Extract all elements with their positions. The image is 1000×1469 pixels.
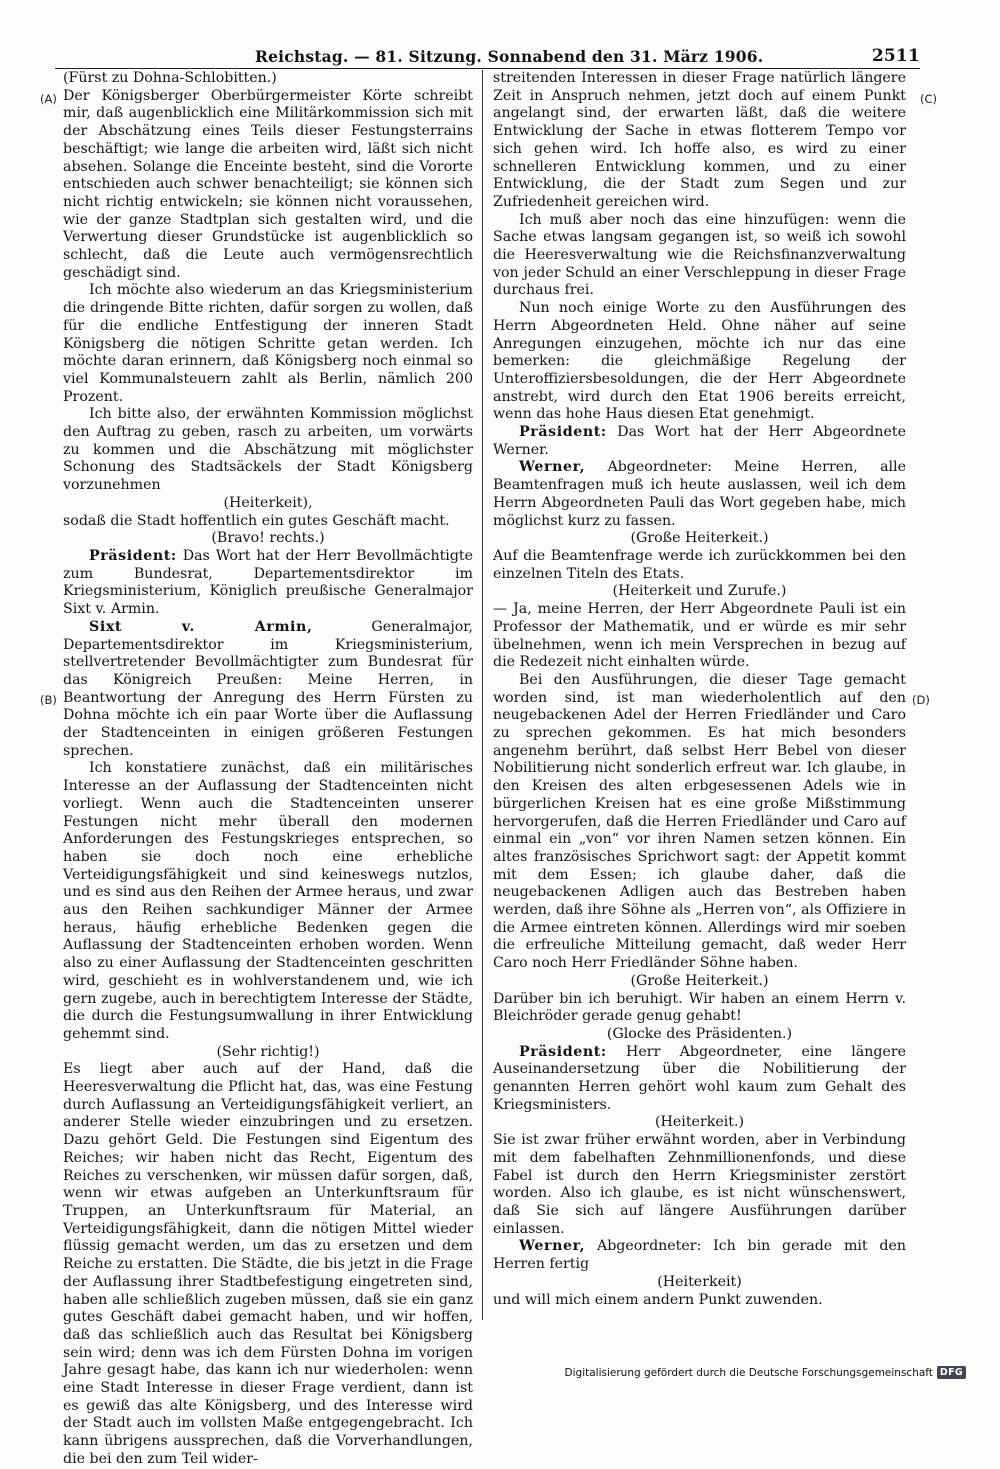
margin-mark-c: (C): [920, 92, 938, 106]
speech-text: Das Wort hat der Herr Bevollmächtigte zum Bundesrat, Departementsdirektor im Kriegsministerium, Königlich preußische Generalmajor Sixt v. Armin.: [63, 547, 473, 618]
margin-mark-b: (B): [40, 693, 57, 707]
speech-text: Abgeordneter: Ich bin gerade mit den Herren fertig: [493, 1238, 906, 1273]
speaker-name: Präsident:: [89, 547, 177, 564]
paragraph: Darüber bin ich beruhigt. Wir haben an einem Herrn v. Bleichröder gerade genug gehabt!: [493, 990, 906, 1025]
interjection: (Bravo! rechts.): [211, 530, 325, 547]
margin-mark-a: (A): [40, 92, 57, 106]
paragraph: Ich möchte also wiederum an das Kriegsministerium die dringende Bitte richten, dafür sorgen zu wollen, daß für die endliche Entfestigung der inneren Stadt Königsberg die nötigen Schritte getan werden. Ich möchte daran erinnern, daß Königsberg noch einmal so viel Kommunalsteuern zahlt als Berlin, nämlich 200 Prozent.: [63, 282, 473, 405]
speaker-name: Werner,: [519, 459, 586, 476]
speech-turn: [493, 1044, 906, 1115]
footer-text: Digitalisierung gefördert durch die Deutsche Forschungsgemeinschaft: [564, 1366, 933, 1379]
paragraph: Bei den Ausführungen, die dieser Tage gemacht worden sind, ist man wiederholentlich auf den neugebackenen Adel der Herren Friedländer und Caro zu sprechen gekommen. Es hat mich besonders angenehm berührt, daß selbst Herr Bebel von dieser Nobilitierung nicht sonderlich erfreut war. Ich glaube, in den Kreisen des alten erbgesessenen Adels wie in bürgerlichen Kreisen hat es eine große Mißstimmung hervorgerufen, daß die Herren Friedländer und Caro auf einmal ein „von“ vor ihren Namen setzen können. Ein altes französisches Sprichwort sagt: der Appetit kommt mit dem Essen; ich glaube daher, daß die neugebackenen Adligen auch das Bestreben haben werden, daß ihre Söhne als „Herren von“, als Offiziere in die Armee eintreten können. Allerdings wird mir soeben die erfreuliche Mitteilung gemacht, daß weder Herr Caro noch Herr Friedländer Söhne haben.: [493, 671, 906, 972]
interjection: (Sehr richtig!): [216, 1043, 320, 1060]
speaker-attribution: (Fürst zu Dohna-Schlobitten.): [63, 70, 277, 86]
right-column: [493, 70, 906, 1309]
page-number: 2511: [871, 46, 920, 66]
speech-turn: [493, 424, 906, 459]
speech-text: Das Wort hat der Herr Abgeordnete Werner.: [493, 424, 906, 458]
speech-turn: [493, 1238, 906, 1273]
paragraph: Der Königsberger Oberbürgermeister Körte schreibt mir, daß augenblicklich eine Militärkommission sich mit der Abschätzung eines Teils dieser Festungsterrains beschäftigt; wie lange die arbeiten wird, läßt sich nicht absehen. Solange die Enceinte besteht, sind die Vororte entschieden auch schwer benachteiligt; sie können sich nicht richtig entwickeln; sie können nicht voraussehen, wie der ganze Stadtplan sich gestalten wird, und die Verwertung dieser Grundstücke ist augenblicklich so schlecht, daß die Leute auch vermögensrechtlich geschädigt sind.: [63, 87, 473, 281]
paragraph: Ich konstatiere zunächst, daß ein militärisches Interesse an der Auflassung der Stadtenceinten nicht vorliegt. Wenn auch die Stadtenceinten unserer Festungen nicht mehr überall den modernen Anforderungen des Festungskrieges entsprechen, so haben sie doch noch eine erhebliche Verteidigungsfähigkeit und sind keineswegs nutzlos, und es sind aus den Reihen der Armee heraus, und zwar aus den Reihen sachkundiger Männer der Armee heraus, häufig erhebliche Bedenken gegen die Auflassung der Stadtenceinten erhoben worden. Wenn also zu einer Auflassung der Stadtenceinten geschritten wird, geschieht es in wohlverstandenem und, wie ich gern zugebe, auch in berechtigtem Interesse der Städte, die durch die Festungsumwallung in ihrer Entwicklung gehemmt sind.: [63, 760, 473, 1042]
speaker-name: Präsident:: [519, 1043, 607, 1060]
paragraph: Nun noch einige Worte zu den Ausführungen des Herrn Abgeordneten Held. Ohne näher auf seine Anregungen einzugehen, möchte ich nur das eine bemerken: die gleichmäßige Regelung der Unteroffiziersbesoldungen, die der Herr Abgeordnete anstrebt, wird durch den Etat 1906 bereits erreicht, wenn das hohe Haus diesen Etat genehmigt.: [493, 300, 906, 423]
speech-text: Abgeordneter: Meine Herren, alle Beamtenfragen muß ich heute auslassen, weil ich dem Herrn Abgeordneten Pauli das Wort gegeben habe, mich möglichst kurz zu fassen.: [493, 459, 906, 529]
speech-turn: [63, 548, 473, 619]
funding-footer: [565, 1366, 966, 1379]
speaker-name: Präsident:: [519, 424, 607, 441]
interjection: (Große Heiterkeit.): [630, 530, 769, 547]
interjection: (Glocke des Präsidenten.): [606, 1025, 793, 1042]
interjection: (Heiterkeit): [657, 1273, 742, 1290]
paragraph: — Ja, meine Herren, der Herr Abgeordnete Pauli ist ein Professor der Mathematik, und er würde es mir sehr übelnehmen, wenn ich mein Versprechen in bezug auf die Redezeit nicht einhalten würde.: [493, 601, 906, 671]
paragraph: Sie ist zwar früher erwähnt worden, aber in Verbindung mit dem fabelhaften Zehnmillionenfonds, und diese Fabel ist durch den Herrn Kriegsminister zerstört worden. Also ich glaube, es ist nicht wünschenswert, daß Sie sich auf längere Ausführungen darüber einlassen.: [493, 1132, 906, 1237]
header-title: Reichstag. — 81. Sitzung. Sonnabend den 31. März 1906.: [255, 47, 764, 66]
speech-text: Generalmajor, Departementsdirektor im Kriegsministerium, stellvertretender Bevollmächtigter zum Bundesrat für das Königreich Preußen: Meine Herren, in Beantwortung der Anregung des Herrn Fürsten zu Dohna möchte ich ein paar Worte über die Auflassung der Stadtenceinten in einigen größeren Festungen sprechen.: [63, 618, 473, 759]
speech-turn: [63, 619, 473, 761]
dfg-logo-icon: DFG: [937, 1366, 966, 1379]
paragraph: sodaß die Stadt hoffentlich ein gutes Geschäft macht.: [63, 512, 450, 529]
column-divider: [482, 70, 483, 1320]
speech-turn: [493, 459, 906, 530]
speech-text: Herr Abgeordneter, eine längere Auseinandersetzung über die Nobilitierung der genannten Herren gehört wohl kaum zum Gehalt des Kriegsministers.: [493, 1043, 906, 1113]
speaker-name: Werner,: [519, 1238, 586, 1255]
interjection: (Heiterkeit),: [223, 494, 313, 511]
speaker-name: Sixt v. Armin,: [89, 618, 313, 635]
paragraph: Ich bitte also, der erwähnten Kommission möglichst den Auftrag zu geben, rasch zu arbeiten, um vorwärts zu kommen und die Abschätzung mit möglichster Schonung des Stadtsäckels der Stadt Königsberg vorzunehmen: [63, 406, 473, 494]
paragraph: Es liegt aber auch auf der Hand, daß die Heeresverwaltung die Pflicht hat, das, was eine Festung durch Auflassung an Verteidigungsfähigkeit verliert, an anderer Stelle wieder einzubringen und zu ersetzen. Dazu gehört Geld. Die Festungen sind Eigentum des Reiches; wir haben nicht das Recht, Eigentum des Reiches zu verschenken, wir müssen dafür sorgen, daß, wenn wir etwas aufgeben an Unterkunftsraum für Truppen, an Unterkunftsraum für Material, an Verteidigungsfähigkeit, dann die nötigen Mittel wieder flüssig gemacht werden, um das zu ersetzen und dem Reiche zu erstatten. Die Städte, die bis jetzt in die Frage der Auflassung ihrer Stadtbefestigung eingetreten sind, haben alle schließlich zugeben müssen, daß sie ein ganz gutes Geschäft dabei gemacht haben, und wir hoffen, daß das schließlich auch das Resultat bei Königsberg sein wird; denn was ich dem Fürsten Dohna im vorigen Jahre gesagt habe, das kann ich nur wiederholen: wenn eine Stadt Interesse in dieser Frage verdient, dann ist es gewiß das alte Königsberg, und des Interesse wird der Stadt auch im vollsten Maße entgegengebracht. Ich kann übrigens aussprechen, daß die Vorverhandlungen, die bei den zum Teil wider-: [63, 1061, 473, 1467]
paragraph: Ich muß aber noch das eine hinzufügen: wenn die Sache etwas langsam gegangen ist, so weiß ich sowohl die Heeresverwaltung wie die Reichsfinanzverwaltung von jeder Schuld an einer Verschleppung in dieser Frage durchaus frei.: [493, 211, 906, 299]
paragraph: streitenden Interessen in dieser Frage natürlich längere Zeit in Anspruch nehmen, jetzt doch auf einem Punkt angelangt sind, der erwarten läßt, daß die weitere Entwicklung der Sache in etwas flotterem Tempo vor sich gehen wird. Ich hoffe also, es wird zu einer schnelleren Entwicklung kommen, und zu einer Entwicklung, die der Stadt zum Segen und zur Zufriedenheit gereichen wird.: [493, 70, 906, 210]
paragraph: Auf die Beamtenfrage werde ich zurückkommen bei den einzelnen Titeln des Etats.: [493, 547, 906, 582]
interjection: (Heiterkeit.): [655, 1114, 744, 1131]
margin-mark-d: (D): [912, 693, 930, 707]
interjection: (Heiterkeit und Zurufe.): [612, 583, 787, 600]
interjection: (Große Heiterkeit.): [630, 972, 769, 989]
left-column: [63, 70, 473, 1469]
running-header: [55, 44, 920, 69]
paragraph: und will mich einem andern Punkt zuwenden.: [493, 1291, 823, 1308]
